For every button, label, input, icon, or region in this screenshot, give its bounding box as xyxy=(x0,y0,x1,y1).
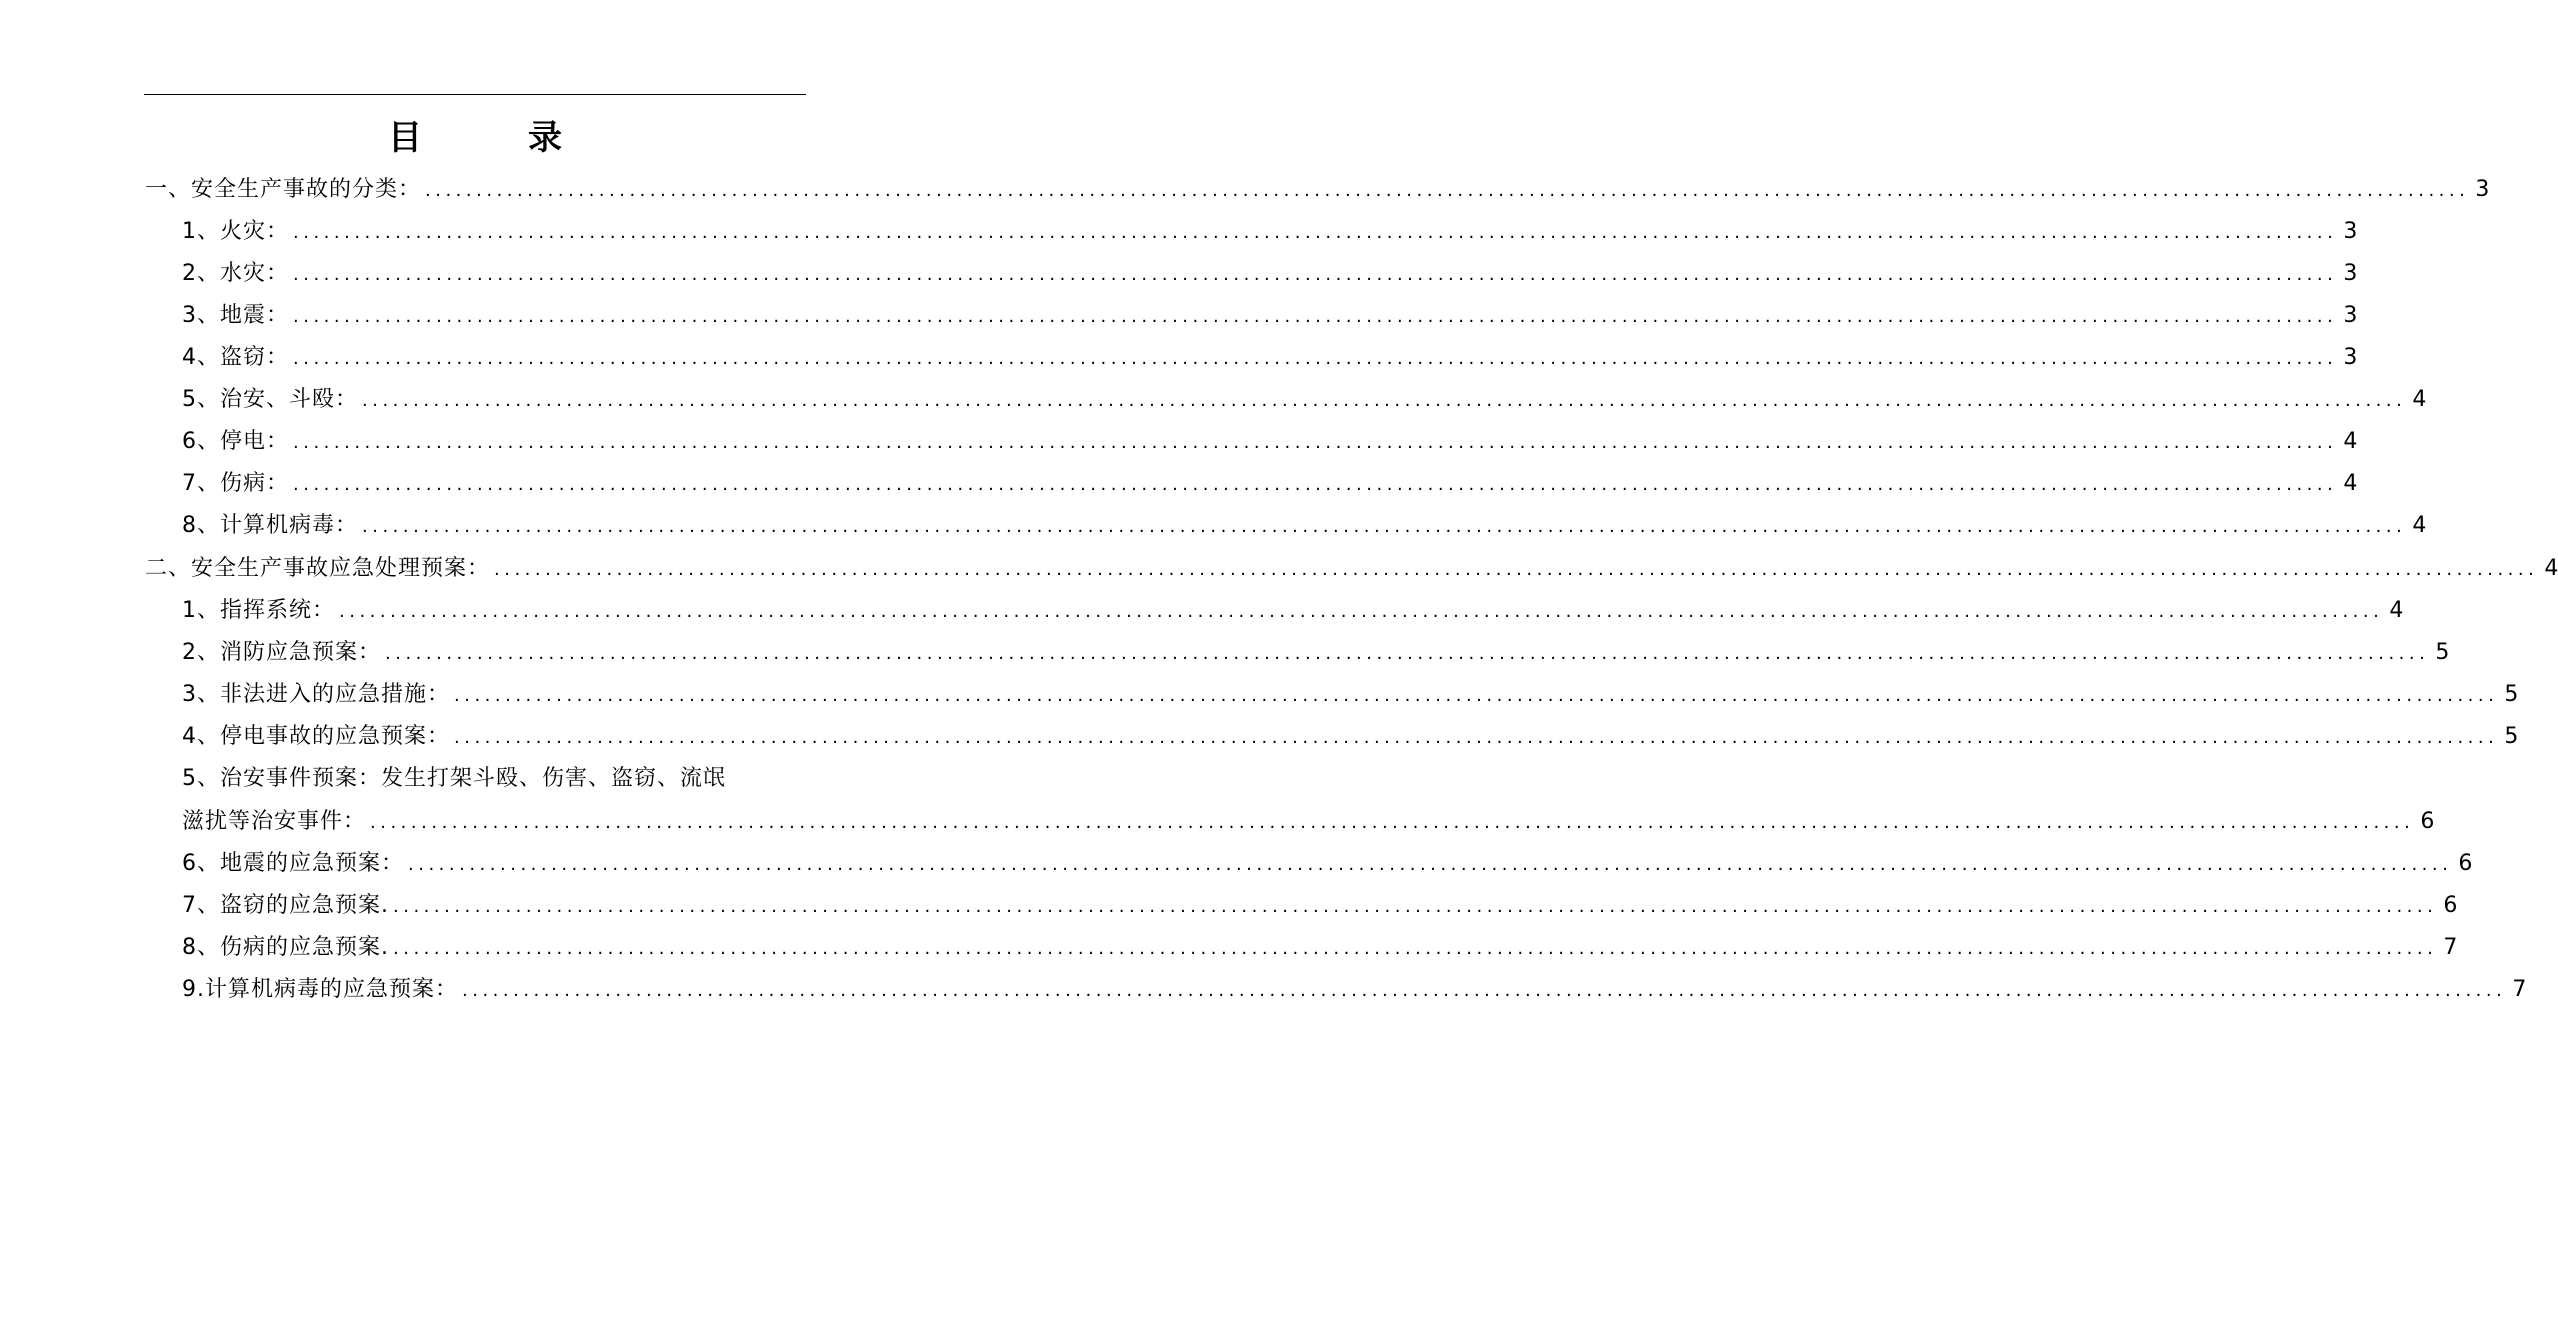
toc-entry-label: 6、停电： xyxy=(182,429,289,454)
toc-entry[interactable] xyxy=(182,299,2358,333)
toc-entry-page: 5 xyxy=(2504,724,2519,749)
toc-leader-dots: ........................................................................................................................................................................................................ xyxy=(462,980,2507,1001)
toc-entry[interactable] xyxy=(182,678,2519,712)
toc-entry[interactable] xyxy=(182,257,2358,291)
toc-leader-dots: ........................................................................................................................................................................................................ xyxy=(408,854,2453,875)
toc-entry-page: 5 xyxy=(2504,682,2519,707)
toc-entry-label: 3、非法进入的应急措施： xyxy=(182,682,450,707)
toc-leader-dots: ........................................................................................................................................................................................................ xyxy=(385,643,2430,664)
toc-entry-page: 4 xyxy=(2389,598,2404,623)
toc-entry-page: 6 xyxy=(2458,851,2473,876)
toc-entry[interactable] xyxy=(182,720,2519,754)
toc-entry-label: 5、治安事件预案：发生打架斗殴、伤害、盗窃、流氓 xyxy=(182,766,726,791)
toc-leader-dots: ........................................................................................................................................................................................................ xyxy=(425,180,2470,201)
toc-leader-dots: ........................................................................................................................................................................................................ xyxy=(370,812,2415,833)
toc-entry-label: 8、伤病的应急预案. xyxy=(182,935,389,960)
toc-leader-dots: ........................................................................................................................................................................................................ xyxy=(393,896,2438,917)
toc-leader-dots: ........................................................................................................................................................................................................ xyxy=(339,601,2384,622)
toc-entry-page: 3 xyxy=(2343,261,2358,286)
toc-entry-page: 7 xyxy=(2512,977,2527,1002)
toc-entry-page: 6 xyxy=(2443,893,2458,918)
toc-entry[interactable] xyxy=(182,847,2473,881)
toc-entry-page: 4 xyxy=(2412,513,2427,538)
toc-entry-label: 1、指挥系统： xyxy=(182,598,335,623)
toc-entry-label: 一、安全生产事故的分类： xyxy=(145,177,422,202)
toc-leader-dots: ........................................................................................................................................................................................................ xyxy=(293,264,2338,285)
toc-leader-dots: ........................................................................................................................................................................................................ xyxy=(293,306,2338,327)
toc-leader-dots: ........................................................................................................................................................................................................ xyxy=(362,390,2407,411)
toc-entry[interactable] xyxy=(182,889,2458,923)
toc-entry-page: 3 xyxy=(2475,177,2490,202)
toc-entry[interactable] xyxy=(182,594,2404,628)
toc-entry[interactable] xyxy=(182,973,2527,1007)
toc-entry-page: 6 xyxy=(2420,809,2435,834)
toc-entry-page: 7 xyxy=(2443,935,2458,960)
toc-leader-dots: ........................................................................................................................................................................................................ xyxy=(454,685,2499,706)
toc-entry-label: 5、治安、斗殴： xyxy=(182,387,358,412)
toc-leader-dots: ........................................................................................................................................................................................................ xyxy=(293,474,2338,495)
toc-entry-wrapped-first-line[interactable] xyxy=(182,762,802,796)
toc-leader-dots: ........................................................................................................................................................................................................ xyxy=(494,559,2539,580)
toc-entry[interactable] xyxy=(145,552,2558,586)
toc-entry-label: 1、火灾： xyxy=(182,219,289,244)
toc-entry[interactable] xyxy=(182,215,2358,249)
toc-entry[interactable] xyxy=(182,425,2358,459)
toc-entry-page: 4 xyxy=(2343,471,2358,496)
toc-leader-dots: ........................................................................................................................................................................................................ xyxy=(293,222,2338,243)
toc-entry[interactable] xyxy=(182,636,2450,670)
toc-entry[interactable] xyxy=(182,931,2458,965)
toc-entry-label: 2、水灾： xyxy=(182,261,289,286)
toc-entry-label: 7、伤病： xyxy=(182,471,289,496)
toc-entry-page: 4 xyxy=(2343,429,2358,454)
toc-leader-dots: ........................................................................................................................................................................................................ xyxy=(393,938,2438,959)
toc-entry-page: 4 xyxy=(2412,387,2427,412)
toc-entry[interactable] xyxy=(182,341,2358,375)
toc-entry-label: 滋扰等治安事件： xyxy=(182,809,367,834)
toc-entry-page: 5 xyxy=(2435,640,2450,665)
toc-entry[interactable] xyxy=(182,383,2427,417)
toc-entry-label: 6、地震的应急预案： xyxy=(182,851,404,876)
toc-entry-page: 4 xyxy=(2544,556,2558,581)
toc-entry-label: 8、计算机病毒： xyxy=(182,513,358,538)
toc-leader-dots: ........................................................................................................................................................................................................ xyxy=(362,516,2407,537)
toc-entry[interactable] xyxy=(182,509,2427,543)
toc-leader-dots: ........................................................................................................................................................................................................ xyxy=(454,727,2499,748)
toc-entry-page: 3 xyxy=(2343,219,2358,244)
page-title: 目 录 xyxy=(388,118,598,158)
toc-leader-dots: ........................................................................................................................................................................................................ xyxy=(293,432,2338,453)
toc-entry-label: 4、盗窃： xyxy=(182,345,289,370)
toc-entry[interactable] xyxy=(182,805,2435,839)
toc-entry-label: 二、安全生产事故应急处理预案： xyxy=(145,556,491,581)
toc-entry-label: 9.计算机病毒的应急预案： xyxy=(182,977,458,1002)
toc-entry-label: 7、盗窃的应急预案. xyxy=(182,893,389,918)
toc-entry-page: 3 xyxy=(2343,303,2358,328)
toc-entry[interactable] xyxy=(182,467,2358,501)
toc-entry-label: 2、消防应急预案： xyxy=(182,640,381,665)
toc-entry[interactable] xyxy=(145,173,2490,207)
toc-entry-page: 3 xyxy=(2343,345,2358,370)
toc-entry-label: 3、地震： xyxy=(182,303,289,328)
toc-entry-label: 4、停电事故的应急预案： xyxy=(182,724,450,749)
toc-leader-dots: ........................................................................................................................................................................................................ xyxy=(293,348,2338,369)
